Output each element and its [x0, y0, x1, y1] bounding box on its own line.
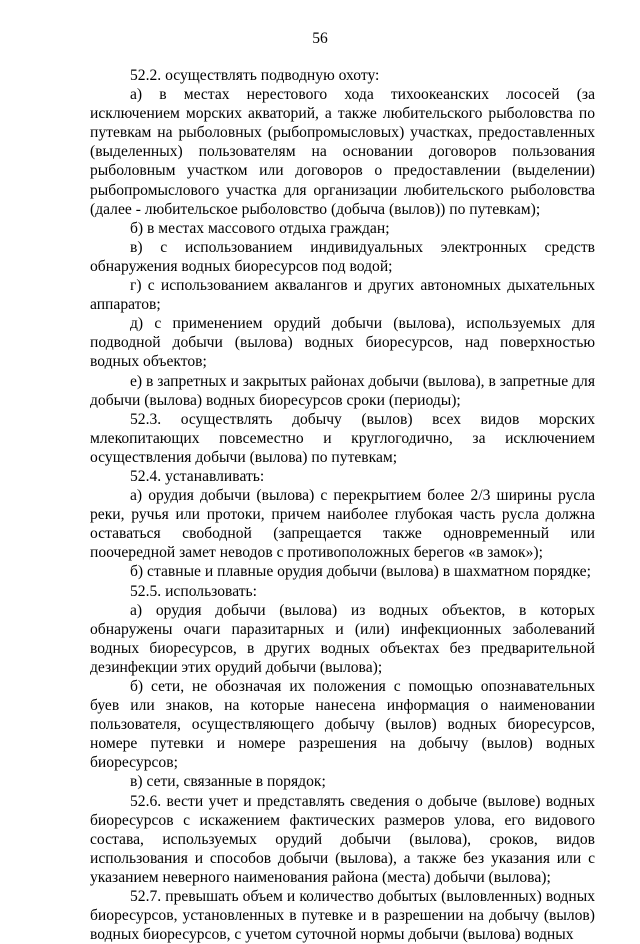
- paragraph-52-2-v: в) с использованием индивидуальных электронных средств обнаружения водных биоресурсов под водой;: [90, 238, 595, 275]
- paragraph-52-4-a: а) орудия добычи (вылова) с перекрытием более 2/3 ширины русла реки, ручья или протоки, причем наиболее глубокая часть русла должна оставаться свободной (запрещается также одновременный или поочередной замет неводов с противоположных берегов «в замок»);: [90, 487, 595, 562]
- paragraph-52-4: 52.4. устанавливать:: [130, 467, 265, 485]
- paragraph-52-5-b: б) сети, не обозначая их положения с помощью опознавательных буев или знаков, на которые нанесена информация о наименовании пользователя, осуществляющего добычу (вылов) водных биоресурсов, номере путевки и номере разрешения на добычу (вылов) водных биоресурсов;: [90, 678, 595, 772]
- document-body: [90, 66, 595, 944]
- paragraph-52-5: 52.5. использовать:: [130, 582, 257, 600]
- paragraph-52-2-e: е) в запретных и закрытых районах добычи (вылова), в запретные для добычи (вылова) водных биоресурсов сроки (периоды);: [90, 372, 595, 409]
- paragraph-52-3: 52.3. осуществлять добычу (вылов) всех видов морских млекопитающих повсеместно и круглогодично, за исключением осуществления добычи (вылова) по путевкам;: [90, 410, 595, 466]
- paragraph-52-5-a: а) орудия добычи (вылова) из водных объектов, в которых обнаружены очаги паразитарных и (или) инфекционных заболеваний водных биоресурсов, в других водных объектах без предварительной дезинфекции этих орудий добычи (вылова);: [90, 601, 595, 676]
- paragraph-52-5-v: в) сети, связанные в порядок;: [130, 773, 326, 791]
- paragraph-52-2: 52.2. осуществлять подводную охоту:: [130, 67, 380, 84]
- paragraph-52-2-a: а) в местах нерестового хода тихоокеанских лососей (за исключением морских акваторий, а также любительского рыболовства по путевкам на рыболовных (рыбопромысловых) участках, предоставленных (выделенных) пользователям на основании договоров пользования рыболовным участком или договоров о предоставлении (выделении) рыбопромыслового участка для организации любительского рыболовства (далее - любительское рыболовство (добыча (вылов)) по путевкам);: [90, 86, 595, 218]
- paragraph-52-4-b: б) ставные и плавные орудия добычи (вылова) в шахматном порядке;: [130, 563, 591, 581]
- page-number: 56: [312, 30, 328, 47]
- paragraph-52-2-b: б) в местах массового отдыха граждан;: [130, 219, 390, 237]
- paragraph-52-2-g: г) с использованием аквалангов и других автономных дыхательных аппаратов;: [90, 277, 595, 314]
- paragraph-52-2-d: д) с применением орудий добычи (вылова), используемых для подводной добычи (вылова) водных биоресурсов, над поверхностью водных объектов;: [90, 315, 595, 371]
- paragraph-52-6: 52.6. вести учет и представлять сведения о добыче (вылове) водных биоресурсов с искажением фактических размеров улова, его видового состава, используемых орудий добычи (вылова), сроков, видов использования и способов добычи (вылова), а также без указания или с указанием неверного наименования района (места) добычи (вылова);: [90, 792, 595, 886]
- paragraph-52-7: 52.7. превышать объем и количество добытых (выловленных) водных биоресурсов, установленных в путевке и в разрешении на добычу (вылов) водных биоресурсов, с учетом суточной нормы добычи (вылова) водных: [90, 888, 595, 944]
